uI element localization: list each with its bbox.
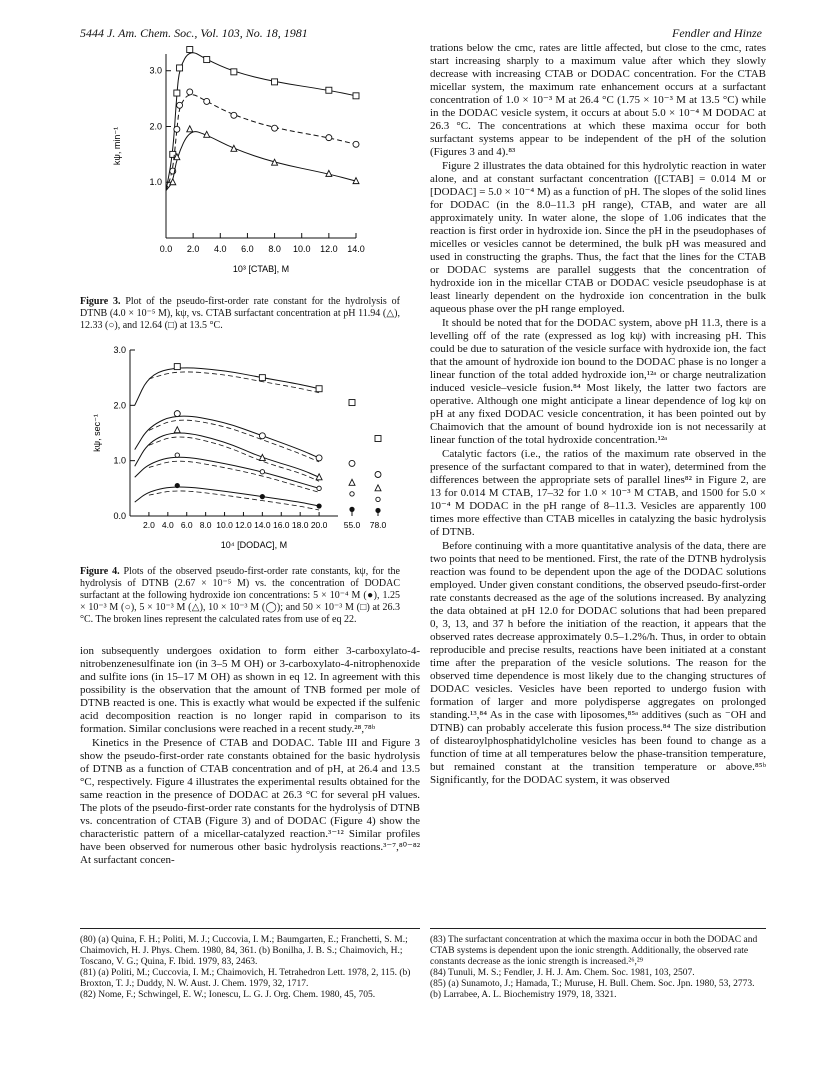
filled-circle-marker	[349, 507, 354, 512]
circle-marker	[177, 102, 183, 108]
triangle-marker	[187, 126, 193, 132]
x-tick-label: 20.0	[310, 520, 328, 530]
circle-marker	[174, 411, 180, 417]
series-line	[135, 457, 319, 488]
series-calc-line	[149, 420, 319, 462]
x-tick-label: 14.0	[347, 244, 365, 254]
figure-3-chart	[96, 46, 406, 294]
square-marker	[174, 90, 180, 96]
x-tick-label: 78.0	[369, 520, 387, 530]
footnotes-right	[430, 935, 766, 1001]
triangle-marker	[174, 427, 180, 433]
y-tick-label: 1.0	[149, 177, 162, 188]
filled-circle-marker	[316, 503, 321, 508]
x-tick-label: 14.0	[254, 520, 271, 530]
x-tick-label: 2.0	[186, 244, 200, 254]
circle-marker	[326, 135, 332, 141]
square-marker	[174, 364, 180, 370]
square-marker	[353, 93, 359, 99]
y-tick-label: 2.0	[113, 400, 126, 411]
triangle-marker	[259, 454, 265, 460]
x-tick-label: 12.0	[235, 520, 252, 530]
figure-4-caption	[80, 566, 400, 626]
paragraph: trations below the cmc, rates are little affected, but close to the cmc, rates start increasing sharply to a maximum value after which they slowly decrease with increasing CTAB or DODAC concentration. For the CTAB micellar system, the maximum rate enhancement occurs at a surfactant concentration of 1.0 × 10⁻³ M at 26.4 °C (1.75 × 10⁻³ M at 13.5 °C) while in the DODAC vesicle system, it occurs at about 5.0 × 10⁻⁴ M DODAC at 26.3 °C. The concentrations at which these maxima occur for both surfactant systems appear to be independent of the pH of the solution (Figures 3 and 4).⁸³	[430, 42, 766, 158]
circle-marker	[317, 486, 321, 490]
circle-marker	[316, 455, 322, 461]
circle-marker	[260, 470, 264, 474]
triangle-marker	[349, 479, 355, 485]
page-header-right: Fendler and Hinze	[672, 26, 762, 40]
square-marker	[177, 65, 183, 71]
footnote: (81) (a) Politi, M.; Cuccovia, I. M.; Chaimovich, H. Tetrahedron Lett. 1978, 2, 115. (b) Broxton, T. J.; Duddy, N. W. Aust. J. Chem. 1979, 32, 1717.	[80, 968, 411, 989]
filled-circle-marker	[260, 494, 265, 499]
footnote: (84) Tunuli, M. S.; Fendler, J. H. J. Am. Chem. Soc. 1981, 103, 2507.	[430, 968, 695, 978]
x-axis-label: 10⁴ [DODAC], M	[220, 540, 288, 550]
footnote: (82) Nome, F.; Schwingel, E. W.; Ionescu, L. G. J. Org. Chem. 1980, 45, 705.	[80, 990, 376, 1000]
y-tick-label: 2.0	[149, 121, 162, 132]
paragraph: Kinetics in the Presence of CTAB and DODAC. Table III and Figure 3 show the pseudo-first-order rate constants obtained for the basic hydrolysis of DTNB as a function of CTAB concentration and of pH, at 26.4 and 13.5 °C, respectively. Figure 4 illustrates the experimental results obtained for the same reaction in the presence of DODAC at 26.3 °C for several pH values. The plots of the pseudo-first-order rate constants for the hydrolysis of DTNB vs. concentration of CTAB (Figure 3) and of DODAC (Figure 4) show the characteristic pattern of a micellar-catalyzed reaction.³⁻¹² Similar profiles have been observed for numerous other basic hydrolysis reactions.³⁻⁷,⁸⁰⁻⁸² At surfactant concen-	[80, 737, 420, 866]
circle-marker	[231, 112, 237, 118]
circle-marker	[174, 126, 180, 132]
x-tick-label: 55.0	[343, 520, 361, 530]
x-axis-label: 10³ [CTAB], M	[232, 264, 290, 274]
y-tick-label: 0.0	[113, 511, 126, 521]
left-column-text	[80, 645, 420, 868]
footnotes-left	[80, 935, 420, 1001]
square-marker	[272, 79, 278, 85]
circle-marker	[204, 98, 210, 104]
square-marker	[231, 69, 237, 75]
footnote: (80) (a) Quina, F. H.; Politi, M. J.; Cuccovia, I. M.; Baumgarten, E.; Franchetti, S. M.; Chaimovich, H. J. Phys. Chem. 1980, 84, 361. (b) Bonilha, J. B. S.; Chaimovich, H.; Toscano, V. G.; Quina, F. Ibid. 1979, 83, 2463.	[80, 935, 408, 967]
series-line	[166, 53, 356, 191]
series-line	[135, 487, 319, 506]
circle-marker	[187, 89, 193, 95]
footnote: (85) (a) Sunamoto, J.; Hamada, T.; Muruse, H. Bull. Chem. Soc. Jpn. 1980, 53, 2773. (b) Larrabee, A. L. Biochemistry 1979, 18, 3321.	[430, 979, 755, 1000]
figure-4-caption-text: Plots of the observed pseudo-first-order rate constants, kψ, for the hydrolysis of DTNB (2.67 × 10⁻⁵ M) vs. the concentration of DODAC surfactant at the following hydroxide ion concentrations: 5 × 10⁻⁴ M (●), 1.25 × 10⁻³ M (○), 5 × 10⁻³ M (△), 10 × 10⁻³ M (◯); and 50 × 10⁻³ M (□) at 26.3 °C. The broken lines represent the calculated rates from use of eq 22.	[80, 566, 400, 625]
y-tick-label: 3.0	[113, 345, 126, 355]
series-line	[135, 433, 319, 477]
filled-circle-marker	[375, 508, 380, 513]
circle-marker	[259, 433, 265, 439]
y-tick-label: 3.0	[149, 65, 162, 76]
square-marker	[326, 87, 332, 93]
y-tick-label: 1.0	[113, 455, 126, 466]
x-tick-label: 18.0	[291, 520, 309, 530]
circle-marker	[175, 453, 179, 457]
footnote: (83) The surfactant concentration at which the maxima occur in both the DODAC and CTAB systems is dependent upon the ionic strength. Additionally, the observed rate constants decrease as the ionic strength is increased.²⁶,²⁹	[430, 935, 758, 967]
paragraph: ion subsequently undergoes oxidation to form either 3-carboxylato-4-nitrobenzenesulfinate ion (in 3–5 M OH) or 3-carboxylato-4-nitrophenoxide and sulfite ions (in 15–17 M OH) as shown in eq 12. In agreement with this possibility is the observation that the amount of TNB formed per mole of DTNB reacted is one. This is exactly what would be expected if the sulfenic acid decomposition reaction is no longer rapid in comparison to its formation. Similar conclusions were reached in a recent study.²⁸,⁷⁸ᵇ	[80, 645, 420, 735]
figure-3-label: Figure 3.	[80, 296, 121, 307]
x-tick-label: 10.0	[216, 520, 233, 530]
series-calc-line	[149, 491, 319, 510]
square-marker	[259, 375, 265, 381]
x-tick-label: 8.0	[199, 520, 212, 530]
circle-marker	[349, 460, 355, 466]
figure-4-chart	[90, 340, 410, 562]
square-marker	[349, 400, 355, 406]
paragraph: Figure 2 illustrates the data obtained for this hydrolytic reaction in water alone, and at constant surfactant concentration ([CTAB] = 0.014 M or [DODAC] = 5.0 × 10⁻⁴ M) as a function of pH. The slopes of the solid lines for DODAC (in the 8.0–11.3 pH range), CTAB, and water are all approximately unity. In water alone, the slope of 1.06 indicates that the reaction is first order in hydroxide ion. Since the pH in the pseudophases of micelles or vesicles cannot be determined, the bulk pH was measured and used in constructing the graphs. Thus, the fact that the lines for the CTAB or DODAC systems are parallel suggests that the concentration of hydroxide ion in the micellar CTAB or DODAC vesicle pseudophase is at least linearly dependent on the hydroxide ion concentration in the bulk aqueous phase over the pH range employed.	[430, 160, 766, 315]
paragraph: It should be noted that for the DODAC system, above pH 11.3, there is a levelling off of the rate (expressed as log kψ) with increasing pH. This could be due to saturation of the vesicle surface with hydroxide ion, the fact that the amount of hydroxide ion bound to the DODAC phase is no longer a linear function of the total added hydroxide ion,¹²ᵃ or charge neutralization induced vesicle–vesicle fusion.⁸⁴ Most likely, the latter two factors are operative. Although one might anticipate a linear dependence of log kψ on pH at any fixed DODAC vesicle concentration, it has been pointed out by Chaimovich that the amount of bound hydroxide ion is not necessarily at linear function of the total hydroxide concentration.¹²ᵃ	[430, 317, 766, 446]
square-marker	[187, 47, 193, 53]
x-tick-label: 2.0	[142, 520, 155, 530]
right-column-text	[430, 42, 766, 788]
footnote-rule-left	[80, 928, 420, 929]
x-tick-label: 10.0	[292, 244, 311, 254]
circle-marker	[350, 492, 354, 496]
filled-circle-marker	[175, 483, 180, 488]
circle-marker	[353, 141, 359, 147]
x-tick-label: 6.0	[180, 520, 193, 530]
triangle-marker	[375, 485, 381, 491]
figure-3-caption	[80, 296, 400, 332]
square-marker	[316, 386, 322, 392]
circle-marker	[376, 497, 380, 501]
circle-marker	[375, 472, 381, 478]
y-axis-label: kψ, min⁻¹	[112, 126, 122, 166]
series-calc-line	[149, 437, 319, 481]
paragraph: Before continuing with a more quantitative analysis of the data, there are two points that need to be mentioned. First, the rate of the DTNB hydrolysis reaction was found to be dependent upon the age of the DODAC solutions employed. Under given constant conditions, the observed pseudo-first-order rate constants decreased as the age of the solutions increased. By analyzing the data obtained at pH 12.0 for DODAC solutions that had been prepared 0, 3, 13, and 37 h before the initiation of the reaction, it appears that the observed rates decrease approximately 0.5–1.2%/h. Thus, in order to obtain reproducible and precise results, reactions have been initiated at a constant time after the preparation of the vesicle solutions. The reason for the observed time dependence is most likely due to the changing structures of DODAC vesicles. Vesicles have been reported to undergo fusion with formation of larger and more polydisperse aggregates on prolonged standing.¹³,⁸⁴ As in the case with liposomes,⁸⁵ᵃ additives (such as ⁻OH and DTNB) can probably accelerate this fusion process.⁸⁴ The size distribution of distearoylphosphatidylcholine vesicles has been found to change as a function of time at all temperatures below the phase-transition temperature, but remained constant at the transition temperature or above.⁸⁵ᵇ Significantly, for the DODAC system, it was observed	[430, 540, 766, 786]
x-tick-label: 4.0	[214, 244, 227, 254]
square-marker	[170, 151, 176, 157]
square-marker	[204, 57, 210, 63]
y-axis-label: kψ, sec⁻¹	[92, 414, 102, 452]
series-line	[135, 416, 319, 458]
figure-3-caption-text: Plot of the pseudo-first-order rate constant for the hydrolysis of DTNB (4.0 × 10⁻⁵ M), kψ, vs. CTAB surfactant concentration at pH 11.94 (△), 12.33 (○), and 12.64 (□) at 13.5 °C.	[80, 296, 400, 331]
series-calc-line	[149, 372, 319, 393]
triangle-marker	[231, 145, 237, 151]
page-header-left: 5444 J. Am. Chem. Soc., Vol. 103, No. 18, 1981	[80, 26, 308, 40]
circle-marker	[272, 125, 278, 131]
x-tick-label: 8.0	[268, 244, 281, 254]
paragraph: Catalytic factors (i.e., the ratios of the maximum rate observed in the presence of the surfactant compared to that in water), determined from the differences between the appropriate sets of parallel lines⁸² in Figure 2, are 13 for 0.014 M CTAB, 17–32 for 1.0 × 10⁻³ M CTAB, and 1500 for 5.0 × 10⁻⁴ M DODAC in the pH range of 8–11.3. Vesicles are apparently 100 times more effective than CTAB micelles in catalyzing the basic hydrolysis of DTNB.	[430, 448, 766, 538]
figure-4-label: Figure 4.	[80, 566, 120, 577]
x-tick-label: 6.0	[241, 244, 254, 254]
x-tick-label: 16.0	[272, 520, 290, 530]
square-marker	[375, 436, 381, 442]
x-tick-label: 12.0	[320, 244, 338, 254]
footnote-rule-right	[430, 928, 766, 929]
x-tick-label: 0.0	[159, 244, 173, 254]
x-tick-label: 4.0	[161, 520, 174, 530]
